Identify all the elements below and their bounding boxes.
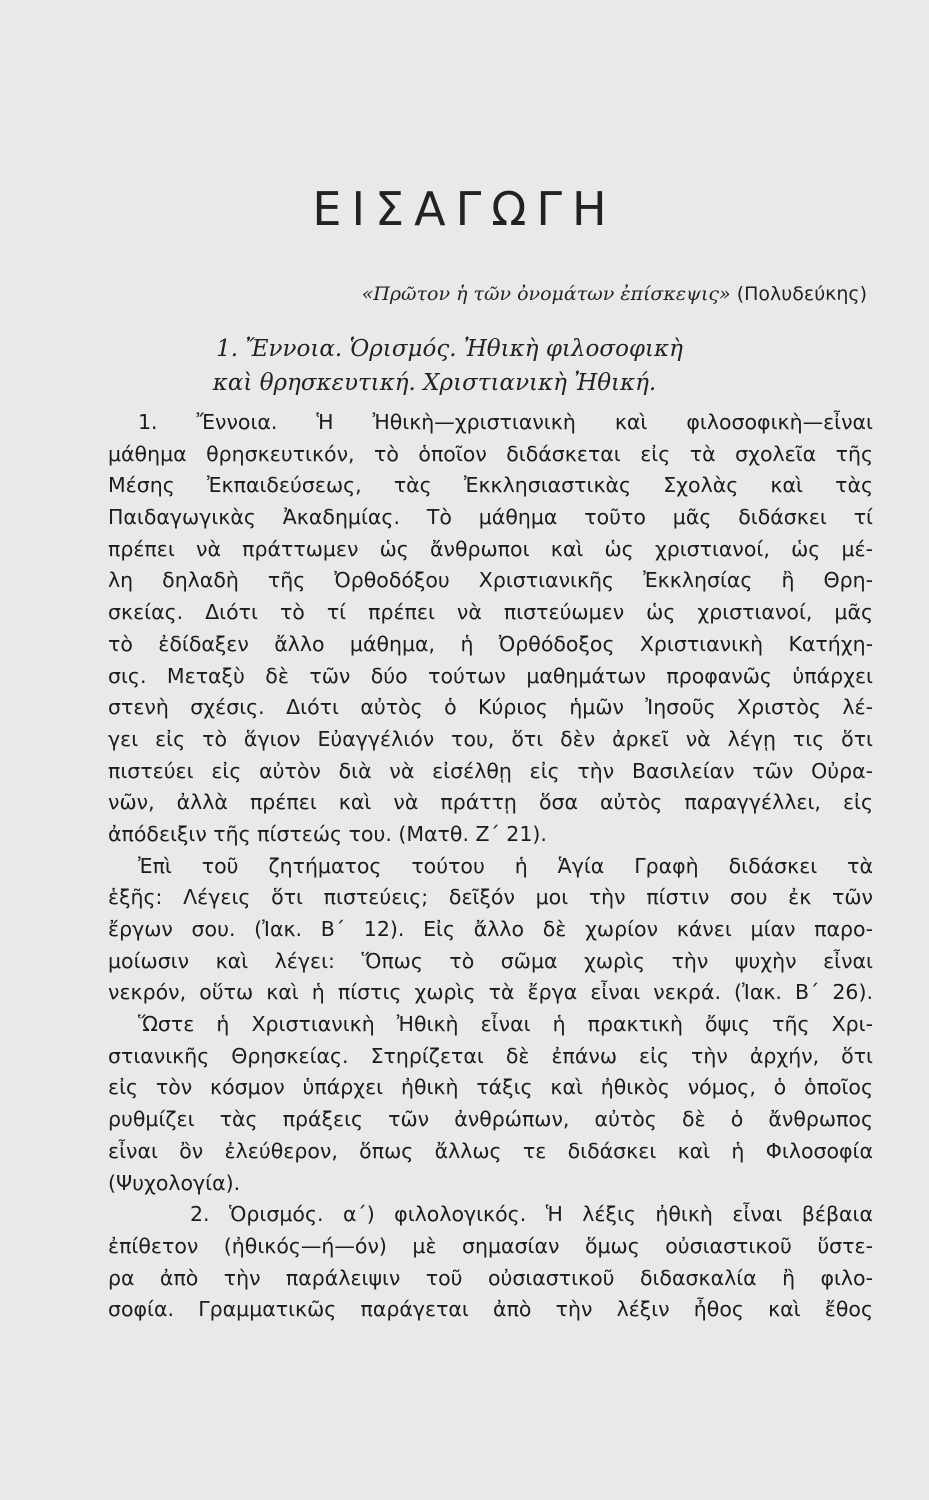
text-line: σις. Μεταξὺ δὲ τῶν δύο τούτων μαθημάτων προφανῶς ὑπάρχει [108,663,873,688]
text-line: μοίωσιν καὶ λέγει: Ὅπως τὸ σῶμα χωρὶς τὴν ψυχὴν εἶναι [108,948,873,973]
epigraph [362,283,867,305]
text-line: 2. Ὁρισμός. α΄) φιλολογικός. Ἡ λέξις ἠθικὴ εἶναι βέβαια [190,1202,873,1227]
text-line: νεκρόν, οὕτω καὶ ἡ πίστις χωρὶς τὰ ἔργα εἶναι νεκρά. (Ἰακ. Β΄ 26). [108,980,873,1005]
text-line: τὸ ἐδίδαξεν ἄλλο μάθημα, ἡ Ὀρθόδοξος Χριστιανικὴ Κατήχη- [108,631,873,656]
text-line: Παιδαγωγικὰς Ἀκαδημίας. Τὸ μάθημα τοῦτο μᾶς διδάσκει τί [108,505,873,530]
body-text [108,407,873,1326]
text-line: πρέπει νὰ πράττωμεν ὡς ἄνθρωποι καὶ ὡς χριστιανοί, ὡς μέ- [108,536,873,561]
text-line: σοφία. Γραμματικῶς παράγεται ἀπὸ τὴν λέξιν ἦθος καὶ ἔθος [108,1297,873,1322]
text-line: ἀπόδειξιν τῆς πίστεώς του. (Ματθ. Ζ΄ 21). [108,821,547,846]
text-line: εἰς τὸν κόσμον ὑπάρχει ἠθικὴ τάξις καὶ ἠθικὸς νόμος, ὁ ὁποῖος [108,1075,873,1100]
text-line: ρα ἀπὸ τὴν παράλειψιν τοῦ οὐσιαστικοῦ διδασκαλία ἢ φιλο- [108,1265,873,1290]
section-heading-line-2: καὶ θρησκευτική. Χριστιανικὴ Ἠθική. [212,370,657,396]
text-line: ἑξῆς: Λέγεις ὅτι πιστεύεις; δεῖξόν μοι τὴν πίστιν σου ἐκ τῶν [108,885,873,910]
text-line: μάθημα θρησκευτικόν, τὸ ὁποῖον διδάσκεται εἰς τὰ σχολεῖα τῆς [108,441,873,466]
text-line: σκείας. Διότι τὸ τί πρέπει νὰ πιστεύωμεν ὡς χριστιανοί, μᾶς [108,600,873,625]
text-line: λη δηλαδὴ τῆς Ὀρθοδόξου Χριστιανικῆς Ἐκκλησίας ἢ Θρη- [108,568,873,593]
text-line: Ὥστε ἡ Χριστιανικὴ Ἠθικὴ εἶναι ἡ πρακτικὴ ὄψις τῆς Χρι- [138,1012,873,1037]
text-line: στιανικῆς Θρησκείας. Στηρίζεται δὲ ἐπάνω εἰς τὴν ἀρχήν, ὅτι [108,1043,873,1068]
epigraph-source: (Πολυδεύκης) [736,283,867,305]
epigraph-quote: «Πρῶτον ἡ τῶν ὀνομάτων ἐπίσκεψις» [361,283,731,305]
text-line: Ἐπὶ τοῦ ζητήματος τούτου ἡ Ἁγία Γραφὴ διδάσκει τὰ [138,853,873,878]
section-heading-line-1: 1. Ἔννοια. Ὁρισμός. Ἠθικὴ φιλοσοφικὴ [216,336,683,362]
chapter-title: ΕΙΣΑΓΩΓΗ [312,182,617,236]
section-heading [0,332,929,400]
text-line: εἶναι ὂν ἐλεύθερον, ὅπως ἄλλως τε διδάσκει καὶ ἡ Φιλοσοφία [108,1138,873,1163]
text-line: 1. Ἔννοια. Ἡ Ἠθικὴ—χριστιανικὴ καὶ φιλοσοφικὴ—εἶναι [138,410,873,434]
text-line: ἐπίθετον (ἠθικός—ή—όν) μὲ σημασίαν ὅμως οὐσιαστικοῦ ὕστε- [108,1233,873,1258]
text-line: ρυθμίζει τὰς πράξεις τῶν ἀνθρώπων, αὐτὸς δὲ ὁ ἄνθρωπος [108,1107,873,1132]
text-line: ἔργων σου. (Ἰακ. Β΄ 12). Εἰς ἄλλο δὲ χωρίον κάνει μίαν παρο- [108,917,873,941]
text-line: Μέσης Ἐκπαιδεύσεως, τὰς Ἐκκλησιαστικὰς Σχολὰς καὶ τὰς [108,473,873,498]
text-line: νῶν, ἀλλὰ πρέπει καὶ νὰ πράττῃ ὅσα αὐτὸς παραγγέλλει, εἰς [108,790,873,815]
text-line: γει εἰς τὸ ἅγιον Εὐαγγέλιόν του, ὅτι δὲν ἀρκεῖ νὰ λέγῃ τις ὅτι [108,726,873,751]
text-line: πιστεύει εἰς αὐτὸν διὰ νὰ εἰσέλθῃ εἰς τὴν Βασιλείαν τῶν Οὐρα- [108,758,873,783]
text-line: στενὴ σχέσις. Διότι αὐτὸς ὁ Κύριος ἡμῶν Ἰησοῦς Χριστὸς λέ- [108,695,873,720]
text-line: (Ψυχολογία). [108,1170,241,1195]
